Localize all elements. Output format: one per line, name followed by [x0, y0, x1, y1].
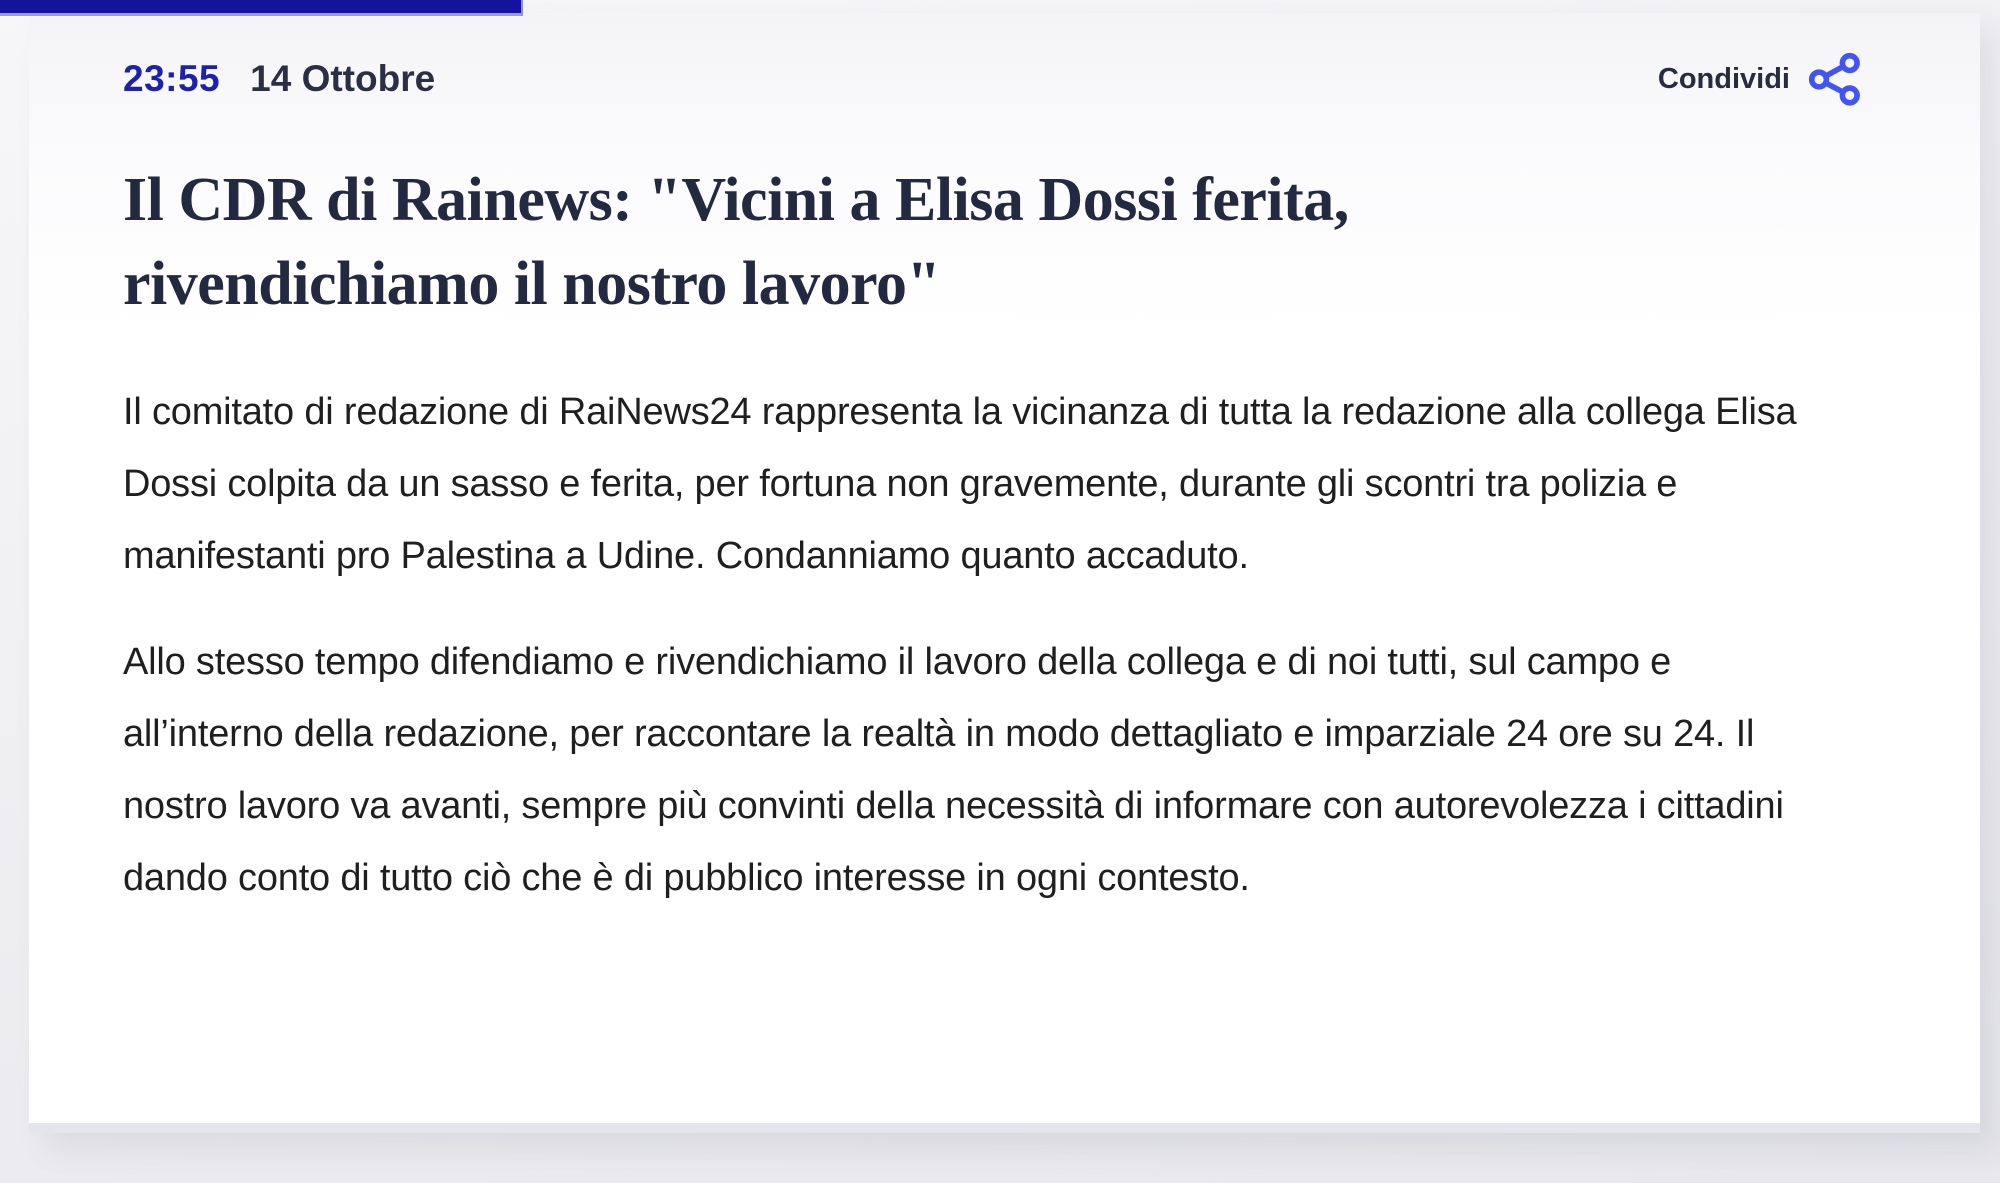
post-meta: [123, 58, 435, 100]
post-paragraph: Il comitato di redazione di RaiNews24 rappresenta la vicinanza di tutta la redazione alla collega Elisa Dossi colpita da un sasso e ferita, per fortuna non gravemente, durante gli scontri tra polizia e manifestanti pro Palestina a Udine. Condanniamo quanto accaduto.: [123, 391, 1797, 577]
post-paragraph: Allo stesso tempo difendiamo e rivendichiamo il lavoro della collega e di noi tutti, sul campo e all’interno della redazione, per raccontare la realtà in modo dettagliato e imparziale 24 ore su 24. Il nostro lavoro va avanti, sempre più convinti della necessità di informare con autorevolezza i cittadini dando conto di tutto ciò che è di pubblico interesse in ogni contesto.: [123, 641, 1784, 899]
post-title: Il CDR di Rainews: "Vicini a Elisa Dossi ferita, rivendichiamo il nostro lavoro": [123, 166, 1349, 318]
share-button-label: Condividi: [1657, 62, 1790, 95]
share-button[interactable]: [1658, 50, 1864, 108]
post-date: 14 Ottobre: [250, 58, 436, 99]
liveblog-post-card: [29, 13, 1980, 1133]
card-content: [29, 13, 1980, 914]
post-time: 23:55: [123, 58, 221, 99]
post-body: [123, 376, 1864, 914]
share-network-icon: [1806, 50, 1864, 108]
post-meta-row: [123, 50, 1864, 108]
reading-progress-bar: [0, 0, 523, 16]
